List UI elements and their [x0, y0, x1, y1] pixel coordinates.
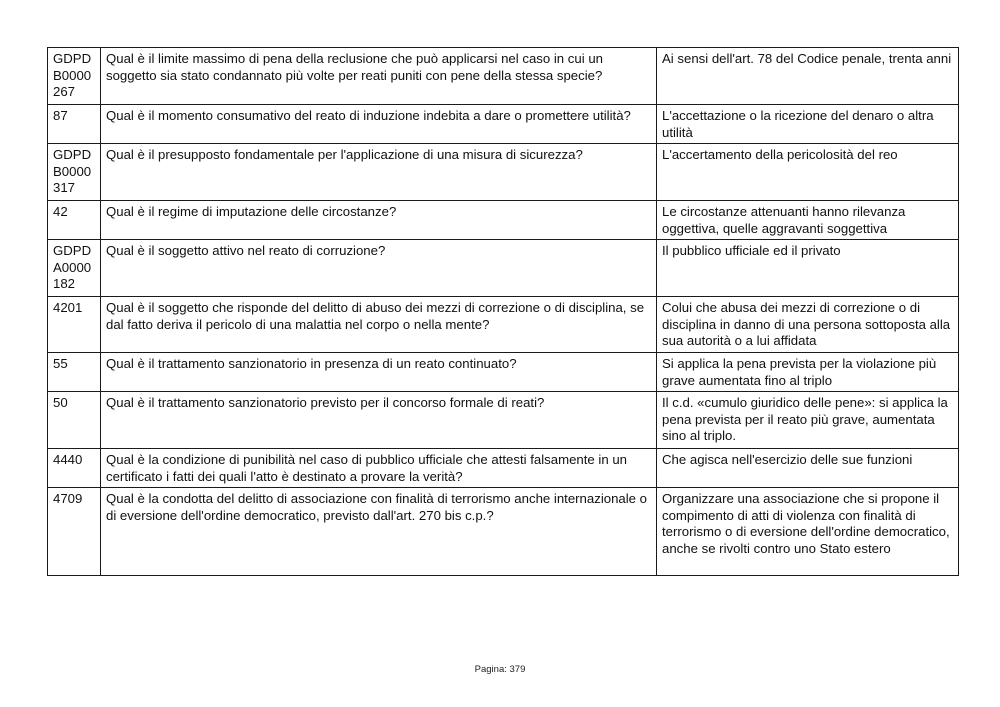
qa-table — [47, 47, 959, 576]
question-text: Qual è il soggetto che risponde del delitto di abuso dei mezzi di correzione o di disciplina, se dal fatto deriva il pericolo di una malattia nel corpo o nella mente? — [101, 297, 657, 353]
answer-text: Si applica la pena prevista per la violazione più grave aumentata fino al triplo — [657, 353, 959, 392]
question-text: Qual è il trattamento sanzionatorio previsto per il concorso formale di reati? — [101, 392, 657, 449]
table-row — [48, 144, 959, 201]
question-text: Qual è la condotta del delitto di associazione con finalità di terrorismo anche internazionale o di eversione dell'ordine democratico, previsto dall'art. 270 bis c.p.? — [101, 488, 657, 576]
question-code: 4201 — [48, 297, 101, 353]
question-code: 4709 — [48, 488, 101, 576]
question-code: 50 — [48, 392, 101, 449]
table-row — [48, 201, 959, 240]
answer-text: Ai sensi dell'art. 78 del Codice penale, trenta anni — [657, 48, 959, 105]
table-row — [48, 488, 959, 576]
answer-text: Che agisca nell'esercizio delle sue funzioni — [657, 449, 959, 488]
question-text: Qual è la condizione di punibilità nel caso di pubblico ufficiale che attesti falsamente in un certificato i fatti dei quali l'atto è destinato a provare la verità? — [101, 449, 657, 488]
question-text: Qual è il limite massimo di pena della reclusione che può applicarsi nel caso in cui un soggetto sia stato condannato più volte per reati puniti con pene della stessa specie? — [101, 48, 657, 105]
question-text: Qual è il trattamento sanzionatorio in presenza di un reato continuato? — [101, 353, 657, 392]
answer-text: L'accertamento della pericolosità del reo — [657, 144, 959, 201]
question-code: 42 — [48, 201, 101, 240]
question-text: Qual è il momento consumativo del reato di induzione indebita a dare o promettere utilità? — [101, 105, 657, 144]
table-row — [48, 48, 959, 105]
answer-text: L'accettazione o la ricezione del denaro o altra utilità — [657, 105, 959, 144]
question-text: Qual è il presupposto fondamentale per l'applicazione di una misura di sicurezza? — [101, 144, 657, 201]
table-row — [48, 297, 959, 353]
question-code: GDPD A0000 182 — [48, 240, 101, 297]
question-code: GDPD B0000 317 — [48, 144, 101, 201]
table-row — [48, 392, 959, 449]
table-row — [48, 449, 959, 488]
table-row — [48, 353, 959, 392]
question-text: Qual è il soggetto attivo nel reato di corruzione? — [101, 240, 657, 297]
answer-text: Il pubblico ufficiale ed il privato — [657, 240, 959, 297]
table-row — [48, 240, 959, 297]
page-number: Pagina: 379 — [474, 664, 526, 675]
question-text: Qual è il regime di imputazione delle circostanze? — [101, 201, 657, 240]
answer-text: Colui che abusa dei mezzi di correzione o di disciplina in danno di una persona sottoposta alla sua autorità o a lui affidata — [657, 297, 959, 353]
answer-text: Il c.d. «cumulo giuridico delle pene»: si applica la pena prevista per il reato più grave, aumentata sino al triplo. — [657, 392, 959, 449]
answer-text: Le circostanze attenuanti hanno rilevanza oggettiva, quelle aggravanti soggettiva — [657, 201, 959, 240]
question-code: 4440 — [48, 449, 101, 488]
table-row — [48, 105, 959, 144]
question-code: 87 — [48, 105, 101, 144]
question-code: GDPD B0000 267 — [48, 48, 101, 105]
question-code: 55 — [48, 353, 101, 392]
answer-text: Organizzare una associazione che si propone il compimento di atti di violenza con finalità di terrorismo o di eversione dell'ordine democratico, anche se rivolti contro uno Stato estero — [657, 488, 959, 576]
